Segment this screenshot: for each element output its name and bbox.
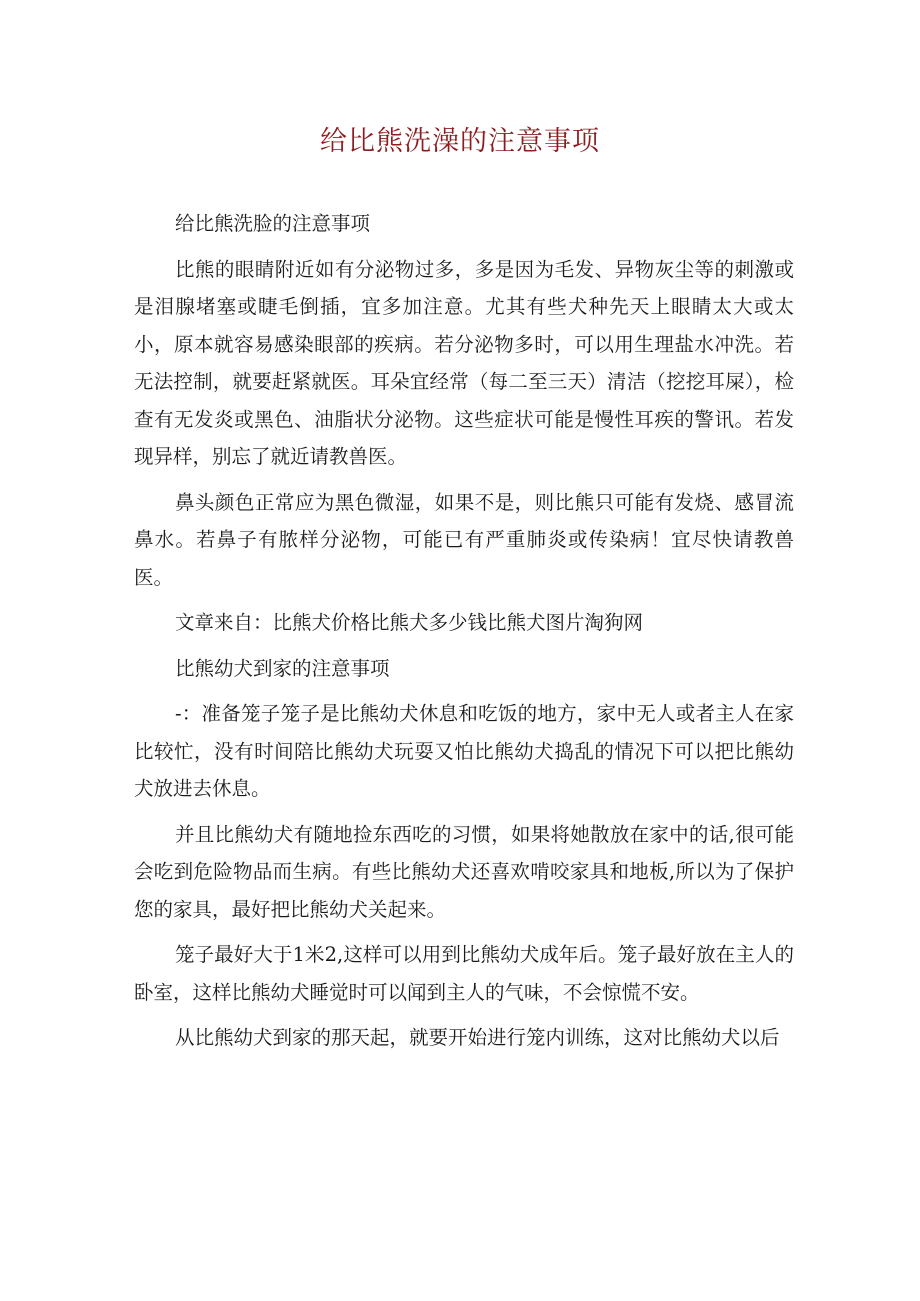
paragraph-cage-size: 笼子最好大于1米2,这样可以用到比熊幼犬成年后。笼子最好放在主人的卧室，这样比熊幼犬睡觉时可以闻到主人的气味，不会惊慌不安。: [134, 943, 794, 1004]
paragraph-face-washing-heading: 给比熊洗脸的注意事项: [174, 212, 370, 235]
paragraph-eye-ear-care: 比熊的眼睛附近如有分泌物过多，多是因为毛发、异物灰尘等的刺激或是泪腺堵塞或睫毛倒插，宜多加注意。尤其有些犬种先天上眼睛太大或太小，原本就容易感染眼部的疾病。若分泌物多时，可以用生理盐水冲洗。若无法控制，就要赶紧就医。耳朵宜经常（每二至三天）清洁（挖挖耳屎），检查有无发炎或黑色、油脂状分泌物。这些症状可能是慢性耳疾的警讯。若发现异样，别忘了就近请教兽医。: [134, 257, 794, 468]
paragraph-source: 文章来自：比熊犬价格比熊犬多少钱比熊犬图片淘狗网: [174, 611, 643, 634]
paragraph-prepare-cage: -：准备笼子笼子是比熊幼犬休息和吃饭的地方，家中无人或者主人在家比较忙，没有时间陪比熊幼犬玩耍又怕比熊幼犬捣乱的情况下可以把比熊幼犬放进去休息。: [134, 702, 794, 800]
paragraph-puppy-heading: 比熊幼犬到家的注意事项: [174, 656, 390, 680]
paragraph-nose-care: 鼻头颜色正常应为黑色微湿，如果不是，则比熊只可能有发烧、感冒流鼻水。若鼻子有脓样分泌物，可能已有严重肺炎或传染病！宜尽快请教兽医。: [134, 490, 794, 589]
document-body: [134, 205, 794, 1065]
paragraph-picking-habit: 并且比熊幼犬有随地捡东西吃的习惯，如果将她散放在家中的话,很可能会吃到危险物品而生病。有些比熊幼犬还喜欢啃咬家具和地板,所以为了保护您的家具，最好把比熊幼犬关起来。: [134, 822, 794, 921]
document-title: 给比熊洗澡的注意事项: [320, 126, 600, 157]
paragraph-crate-training: 从比熊幼犬到家的那天起，就要开始进行笼内训练，这对比熊幼犬以后: [174, 1026, 780, 1049]
